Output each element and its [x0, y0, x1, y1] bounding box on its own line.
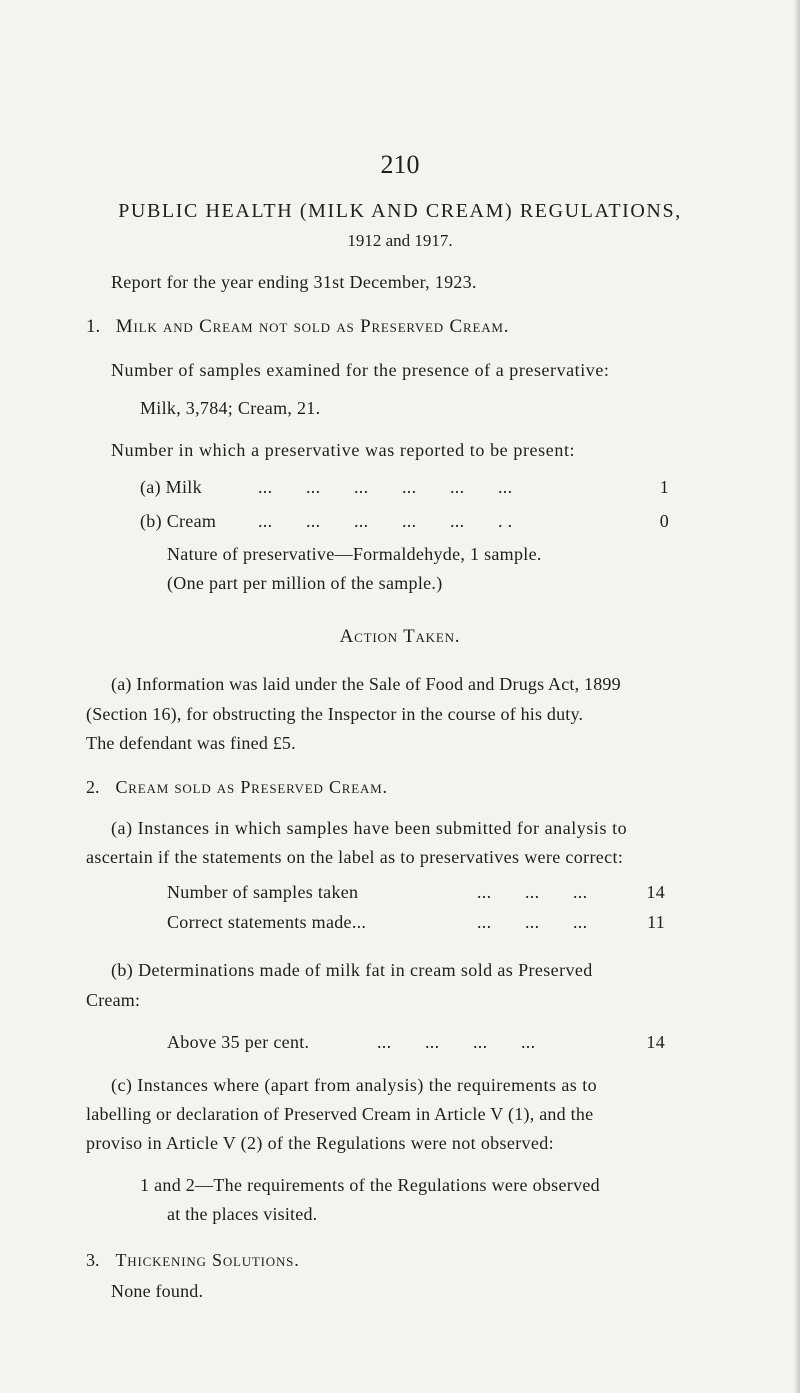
section2-a-line2: ascertain if the statements on the label as to preservatives were correct:: [86, 847, 624, 867]
row-label: (a) Milk: [140, 477, 202, 497]
row-leader: ... ... ... ...: [377, 1032, 536, 1052]
section2-heading: [86, 777, 388, 798]
samples-line: Number of samples examined for the presence of a preservative:: [111, 360, 610, 380]
row-leader: ... ... ... ... ... ...: [258, 477, 513, 497]
reported-line: Number in which a preservative was reported to be present:: [111, 440, 576, 460]
section3-title: Thickening Solutions.: [115, 1250, 300, 1270]
section2-b-line1: (b) Determinations made of milk fat in cream sold as Preserved: [111, 960, 593, 980]
section2-number: 2.: [86, 777, 100, 797]
section2-c-note1: 1 and 2—The requirements of the Regulations were observed: [140, 1175, 600, 1195]
section2-a-line1: (a) Instances in which samples have been submitted for analysis to: [111, 818, 628, 838]
section2-b-line2: Cream:: [86, 990, 141, 1010]
page-edge-shadow: [794, 0, 800, 1393]
section1-title: Milk and Cream not sold as Preserved Cream.: [115, 316, 510, 337]
part-line: (One part per million of the sample.): [167, 573, 443, 593]
row-value: 0: [659, 511, 669, 531]
section2-c-line1: (c) Instances where (apart from analysis) the requirements as to: [111, 1075, 598, 1095]
section2-c-note2: at the places visited.: [167, 1204, 318, 1224]
table-row: [140, 477, 680, 498]
action-line2: (Section 16), for obstructing the Inspector in the course of his duty.: [86, 704, 584, 724]
row-label: (b) Cream: [140, 511, 217, 531]
action-heading: Action Taken.: [339, 626, 461, 647]
row-label: Number of samples taken: [167, 882, 359, 902]
section1-heading: [86, 316, 509, 338]
table-row: [140, 511, 680, 532]
row-value: 14: [646, 1032, 665, 1052]
section3-text: None found.: [111, 1281, 204, 1301]
row-label: Above 35 per cent.: [167, 1032, 310, 1052]
row-leader: ... ... ... ... ... . .: [258, 511, 513, 531]
row-leader: ... ... ...: [477, 912, 588, 932]
section1-number: 1.: [86, 316, 101, 337]
action-line1: (a) Information was laid under the Sale of Food and Drugs Act, 1899: [111, 674, 621, 694]
row-value: 14: [646, 882, 665, 902]
row-value: 11: [647, 912, 665, 932]
section2-c-line2: labelling or declaration of Preserved Cream in Article V (1), and the: [86, 1104, 594, 1124]
table-row: [167, 1032, 687, 1053]
section3-heading: [86, 1250, 300, 1271]
samples-values: Milk, 3,784; Cream, 21.: [140, 398, 321, 418]
row-leader: ... ... ...: [477, 882, 588, 902]
table-row: [167, 912, 687, 933]
section3-number: 3.: [86, 1250, 100, 1270]
nature-line: Nature of preservative—Formaldehyde, 1 sample.: [167, 544, 542, 564]
report-line: Report for the year ending 31st December, 1923.: [111, 272, 477, 292]
action-line3: The defendant was fined £5.: [86, 733, 296, 753]
page-number: 210: [380, 150, 420, 179]
row-value: 1: [659, 477, 669, 497]
section2-c-line3: proviso in Article V (2) of the Regulations were not observed:: [86, 1133, 554, 1153]
table-row: [167, 882, 687, 903]
row-label: Correct statements made...: [167, 912, 367, 932]
page-subtitle: 1912 and 1917.: [347, 231, 453, 250]
page-title: PUBLIC HEALTH (MILK AND CREAM) REGULATIONS,: [118, 200, 682, 222]
section2-title: Cream sold as Preserved Cream.: [115, 777, 388, 797]
